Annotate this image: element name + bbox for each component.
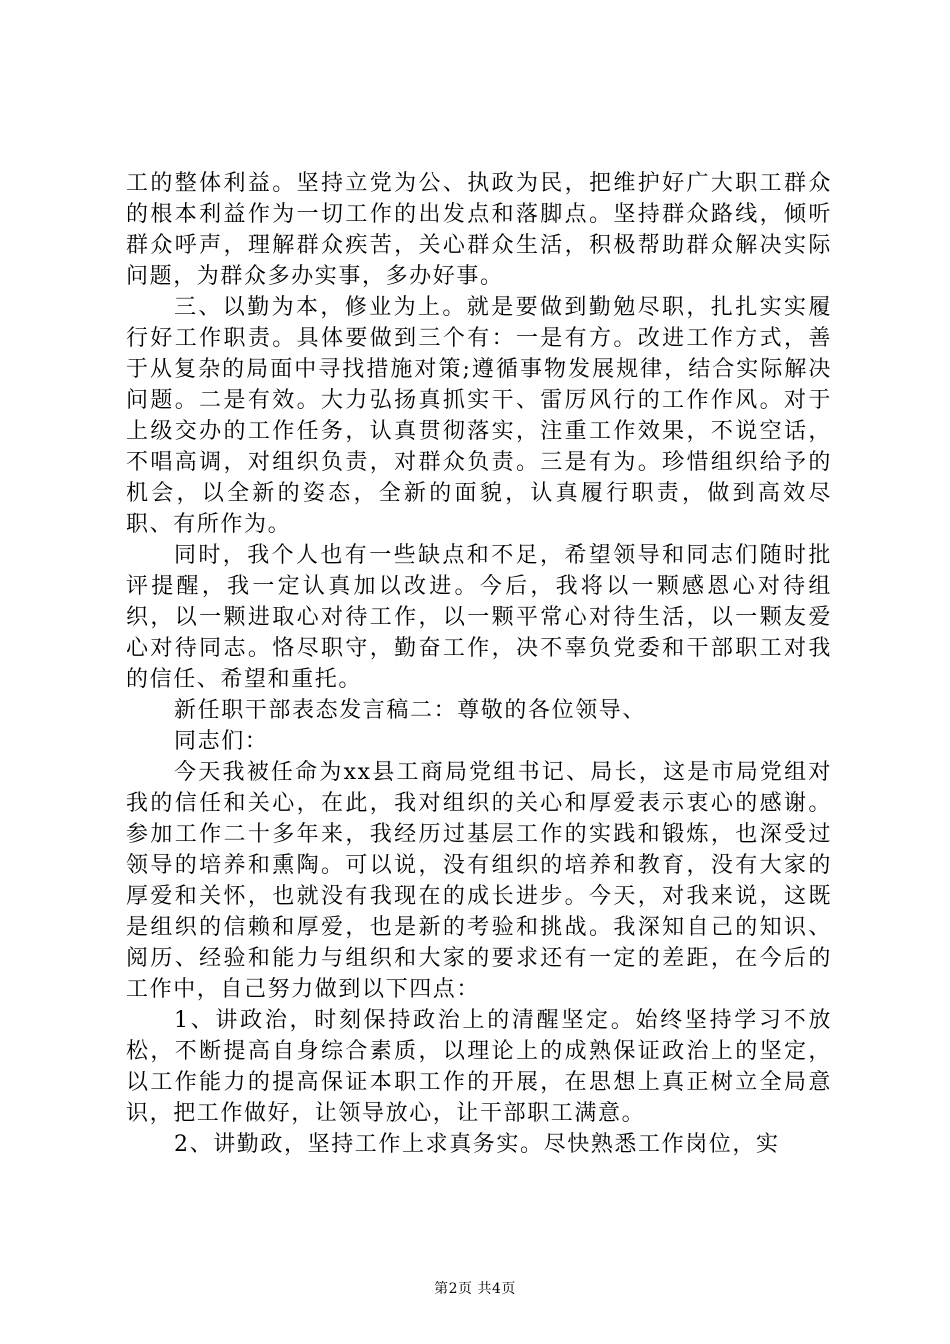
page-number-label: 第2页 共4页 — [434, 1281, 516, 1297]
document-body — [126, 168, 832, 1160]
paragraph-4: 新任职干部表态发言稿二：尊敬的各位领导、 — [174, 698, 647, 723]
paragraph-5: 同志们： — [174, 729, 269, 754]
paragraph-8: 2、讲勤政，坚持工作上求真务实。尽快熟悉工作岗位，实 — [174, 1132, 780, 1157]
paragraph-3: 同时，我个人也有一些缺点和不足，希望领导和同志们随时批评提醒，我一定认真加以改进。今后，我将以一颗感恩心对待组织，以一颗进取心对待工作，以一颗平常心对待生活，以一颗友爱心对待同志。恪尽职守，勤奋工作，决不辜负党委和干部职工对我的信任、希望和重托。 — [126, 543, 832, 692]
paragraph-1: 工的整体利益。坚持立党为公、执政为民，把维护好广大职工群众的根本利益作为一切工作的出发点和落脚点。坚持群众路线，倾听群众呼声，理解群众疾苦，关心群众生活，积极帮助群众解决实际问题，为群众多办实事，多办好事。 — [126, 171, 832, 289]
paragraph-2: 三、以勤为本，修业为上。就是要做到勤勉尽职，扎扎实实履行好工作职责。具体要做到三个有：一是有方。改进工作方式，善于从复杂的局面中寻找措施对策;遵循事物发展规律，结合实际解决问题。二是有效。大力弘扬真抓实干、雷厉风行的工作作风。对于上级交办的工作任务，认真贯彻落实，注重工作效果，不说空话，不唱高调，对组织负责，对群众负责。三是有为。珍惜组织给予的机会，以全新的姿态，全新的面貌，认真履行职责，做到高效尽职、有所作为。 — [126, 295, 832, 537]
paragraph-6: 今天我被任命为xx县工商局党组书记、局长，这是市局党组对我的信任和关心，在此，我对组织的关心和厚爱表示衷心的感谢。参加工作二十多年来，我经历过基层工作的实践和锻炼，也深受过领导的培养和熏陶。可以说，没有组织的培养和教育，没有大家的厚爱和关怀，也就没有我现在的成长进步。今天，对我来说，这既是组织的信赖和厚爱，也是新的考验和挑战。我深知自己的知识、阅历、经验和能力与组织和大家的要求还有一定的差距，在今后的工作中，自己努力做到以下四点： — [126, 760, 832, 1002]
page-footer — [0, 1279, 950, 1299]
paragraph-7: 1、讲政治，时刻保持政治上的清醒坚定。始终坚持学习不放松，不断提高自身综合素质，以理论上的成熟保证政治上的坚定，以工作能力的提高保证本职工作的开展，在思想上真正树立全局意识，把工作做好，让领导放心，让干部职工满意。 — [126, 1008, 832, 1126]
